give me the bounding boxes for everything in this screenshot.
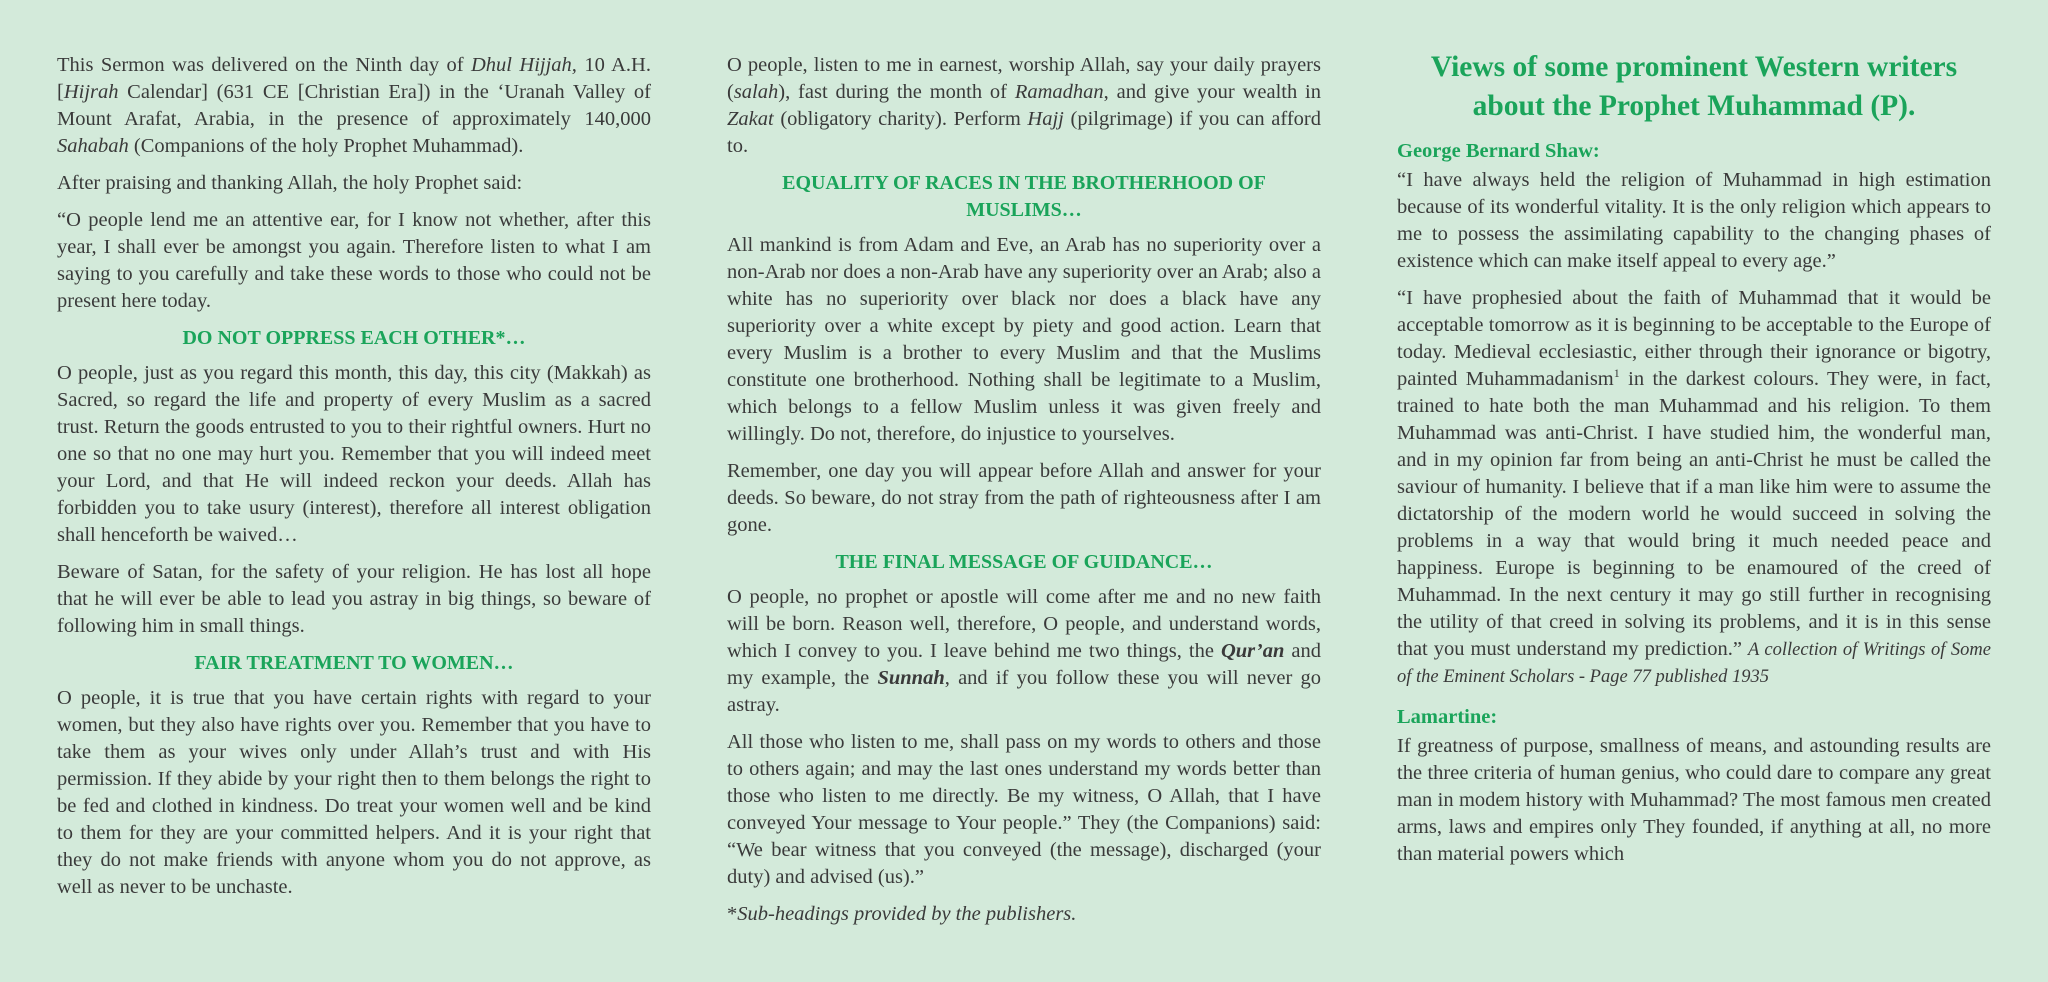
heading-final-message: THE FINAL MESSAGE OF GUIDANCE… bbox=[835, 551, 1213, 573]
heading-fair-treatment: FAIR TREATMENT TO WOMEN… bbox=[194, 652, 514, 674]
worship-paragraph: O people, listen to me in earnest, worship Allah, say your daily prayers (salah), fast during the month of Ramadhan, and give your wealth in Zakat (obligatory charity). Perform Hajj (pilgrimage) if you can afford to. bbox=[727, 54, 1321, 157]
remember-paragraph: Remember, one day you will appear before Allah and answer for your deeds. So beware, do not stray from the path of righteousness after I am gone. bbox=[727, 460, 1321, 536]
shaw-quote-1: “I have always held the religion of Muhammad in high estimation because of its wonderful vitality. It is the only religion which appears to me to possess the assimilating capability to the changing phases of existence which can make itself appeal to every age.” bbox=[1397, 169, 1991, 272]
witness-paragraph: All those who listen to me, shall pass on my words to others and those to others again; and may the last ones understand my words better than those who listen to me directly. Be my witness, O Allah, that I have conveyed Your message to Your people.” They (the Companions) said: “We bear witness that you conveyed (the message), discharged (your duty) and advised (us).” bbox=[727, 731, 1321, 888]
heading-equality-of-races: EQUALITY OF RACES IN THE BROTHERHOOD OF MUSLIMS… bbox=[782, 172, 1266, 221]
publisher-footnote: *Sub-headings provided by the publishers. bbox=[727, 903, 1077, 925]
sacred-trust-paragraph: O people, just as you regard this month, this day, this city (Makkah) as Sacred, so regard the life and property of every Muslim as a sacred trust. Return the goods entrusted to you to their rightful owners. Hurt no one so that no one may hurt you. Remember that you will indeed meet your Lord, and that He will indeed reckon your deeds. Allah has forbidden you to take usury (interest), therefore all interest obligation shall henceforth be waived… bbox=[57, 362, 651, 546]
column-left bbox=[57, 52, 651, 911]
final-message-paragraph: O people, no prophet or apostle will come after me and no new faith will be born. Reason well, therefore, O people, and understand words, which I convey to you. I leave behind me two things, the Qur’an and my example, the Sunnah, and if you follow these you will never go astray. bbox=[727, 586, 1321, 716]
footnote-marker: 1 bbox=[1613, 366, 1620, 381]
heading-do-not-oppress: DO NOT OPPRESS EACH OTHER*… bbox=[182, 327, 526, 349]
praise-paragraph: After praising and thanking Allah, the holy Prophet said: bbox=[57, 172, 523, 194]
shaw-quote-2: “I have prophesied about the faith of Muhammad that it would be acceptable tomorrow as it is beginning to be acceptable to the Europe of today. Medieval ecclesiastic, either through their ignorance or bigotry, painted Muhammadanism$^1$ in the darkest colours. They were, in fact, trained to hate both the man Muhammad and his religion. To them Muhammad was anti-Christ. I have studied him, the wonderful man, and in my opinion far from being an anti-Christ he must be called the saviour of humanity. I believe that if a man like him were to assume the dictatorship of the modern world he would succeed in solving the problems in a way that would bring it much needed peace and happiness. Europe is beginning to be enamoured of the creed of Muhammad. In the next century it may go still further in recognising the utility of that creed in solving its problems, and it is in this sense that you must understand my prediction.” A collection of Writings of Some of the Eminent Scholars - Page 77 published 1935 bbox=[1397, 287, 1991, 687]
brotherhood-paragraph: All mankind is from Adam and Eve, an Arab has no superiority over a non-Arab nor does a non-Arab have any superiority over an Arab; also a white has no superiority over black nor does a black have any superiority over a white except by piety and good action. Learn that every Muslim is a brother to every Muslim and that the Muslims constitute one brotherhood. Nothing shall be legitimate to a Muslim, which belongs to a fellow Muslim unless it was given freely and willingly. Do not, therefore, do injustice to yourselves. bbox=[727, 234, 1321, 445]
intro-paragraph: This Sermon was delivered on the Ninth day of Dhul Hijjah, 10 A.H. [Hijrah Calendar] (631 CE [Christian Era]) in the ‘Uranah Valley of Mount Arafat, Arabia, in the presence of approximately 140,000 Sahabah (Companions of the holy Prophet Muhammad). bbox=[57, 54, 651, 157]
shaw-citation: A collection of Writings of Some of the Eminent Scholars - Page 77 published 1935 bbox=[1397, 640, 1991, 687]
column-middle bbox=[727, 52, 1321, 938]
women-rights-paragraph: O people, it is true that you have certain rights with regard to your women, but they also have rights over you. Remember that you have to take them as your wives only under Allah’s trust and with His permission. If they abide by your right then to them belongs the right to be fed and clothed in kindness. Do treat your women well and be kind to them for they are your committed helpers. And it is your right that they do not make friends with anyone whom you do not approve, as well as never to be unchaste. bbox=[57, 687, 651, 898]
section-title: Views of some prominent Western writers about the Prophet Muhammad (P). bbox=[1430, 51, 1958, 122]
beware-satan-paragraph: Beware of Satan, for the safety of your religion. He has lost all hope that he will ever be able to lead you astray in big things, so beware of following him in small things. bbox=[57, 561, 651, 637]
column-right bbox=[1397, 52, 1991, 878]
author-shaw: George Bernard Shaw: bbox=[1397, 140, 1600, 162]
sermon-opening-paragraph: “O people lend me an attentive ear, for I know not whether, after this year, I shall ever be amongst you again. Therefore listen to what I am saying to you carefully and take these words to those who could not be present here today. bbox=[57, 209, 651, 312]
author-lamartine: Lamartine: bbox=[1397, 706, 1498, 728]
lamartine-quote: If greatness of purpose, smallness of means, and astounding results are the three criteria of human genius, who could dare to compare any great man in modem history with Muhammad? The most famous men created arms, laws and empires only They founded, if anything at all, no more than material powers which bbox=[1397, 735, 1991, 865]
